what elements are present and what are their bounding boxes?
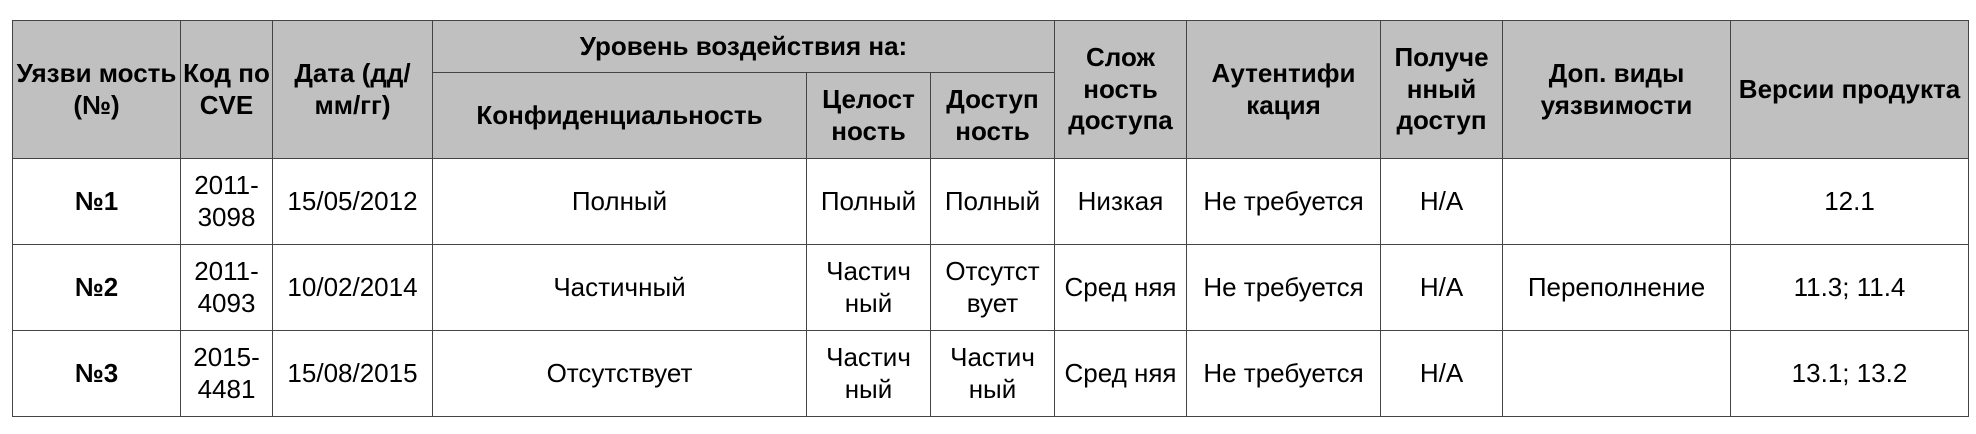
cell-availability: Полный [931,159,1055,245]
header-vuln: Уязви мость (№) [13,21,181,159]
cell-cve: 2011-3098 [181,159,273,245]
cell-date: 10/02/2014 [273,245,433,331]
cell-availability: Отсутст вует [931,245,1055,331]
cell-availability: Частич ный [931,331,1055,417]
cell-complexity: Низкая [1055,159,1187,245]
header-date: Дата (дд/ мм/гг) [273,21,433,159]
cell-confidentiality: Частичный [433,245,807,331]
cell-extra-types [1503,331,1731,417]
cell-authentication: Не требуется [1187,245,1381,331]
cell-date: 15/08/2015 [273,331,433,417]
cell-integrity: Частич ный [807,331,931,417]
cell-versions: 13.1; 13.2 [1731,331,1969,417]
cell-vuln: №1 [13,159,181,245]
cell-extra-types: Переполнение [1503,245,1731,331]
header-availability: Доступ ность [931,73,1055,159]
header-row-1 [13,21,1969,73]
table-row [13,159,1969,245]
cell-authentication: Не требуется [1187,331,1381,417]
cell-complexity: Сред няя [1055,245,1187,331]
cell-extra-types [1503,159,1731,245]
header-complexity: Слож ность доступа [1055,21,1187,159]
header-extra-types: Доп. виды уязвимости [1503,21,1731,159]
cell-authentication: Не требуется [1187,159,1381,245]
cell-complexity: Сред няя [1055,331,1187,417]
cell-confidentiality: Отсутствует [433,331,807,417]
cell-access-gained: Н/А [1381,331,1503,417]
header-impact-group: Уровень воздействия на: [433,21,1055,73]
cell-access-gained: Н/А [1381,159,1503,245]
header-cve: Код по CVE [181,21,273,159]
header-confidentiality: Конфиденциальность [433,73,807,159]
header-integrity: Целост ность [807,73,931,159]
vulnerability-table [12,20,1969,417]
cell-integrity: Полный [807,159,931,245]
cell-vuln: №2 [13,245,181,331]
header-versions: Версии продукта [1731,21,1969,159]
cell-confidentiality: Полный [433,159,807,245]
cell-cve: 2011-4093 [181,245,273,331]
cell-vuln: №3 [13,331,181,417]
table-wrapper [12,20,1969,417]
header-authentication: Аутентифи кация [1187,21,1381,159]
header-access-gained: Получе нный доступ [1381,21,1503,159]
cell-integrity: Частич ный [807,245,931,331]
table-row [13,245,1969,331]
cell-versions: 12.1 [1731,159,1969,245]
cell-versions: 11.3; 11.4 [1731,245,1969,331]
cell-date: 15/05/2012 [273,159,433,245]
cell-access-gained: Н/А [1381,245,1503,331]
cell-cve: 2015-4481 [181,331,273,417]
table-row [13,331,1969,417]
